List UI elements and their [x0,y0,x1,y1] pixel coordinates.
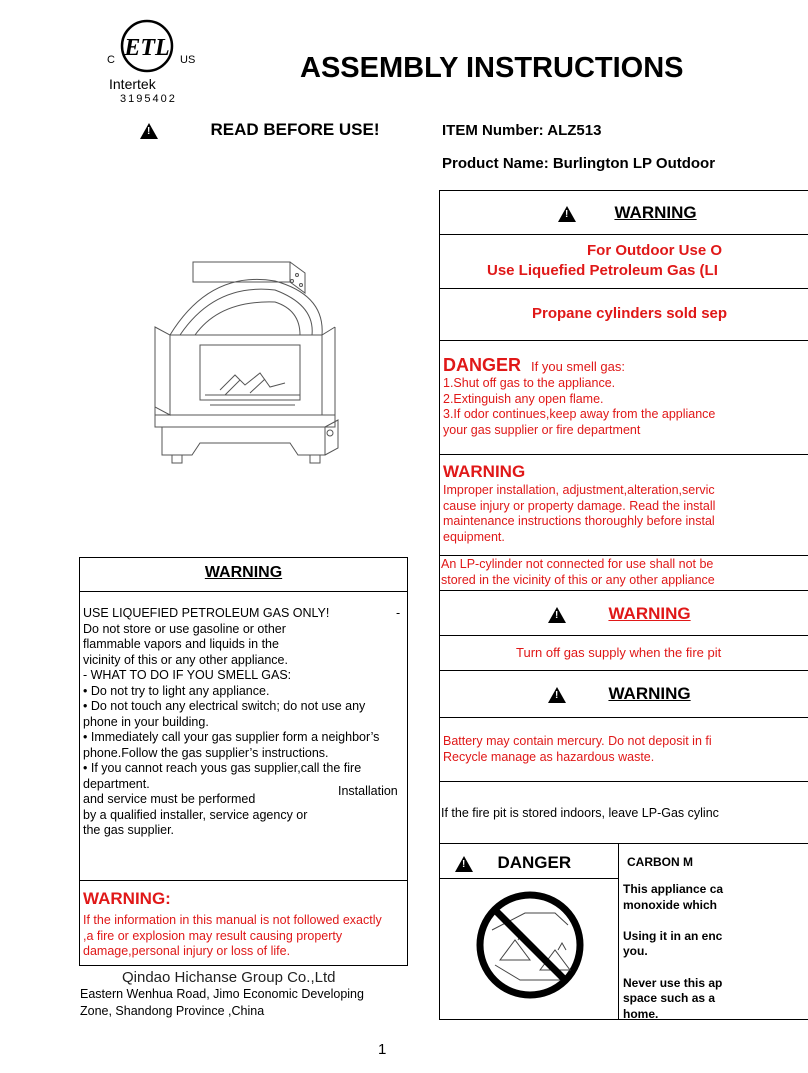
turn-off-gas: Turn off gas supply when the fire pit [516,645,722,660]
warning-triangle-icon [548,687,566,703]
carbon-monoxide-title: CARBON M [627,855,693,869]
cert-us: US [180,54,196,66]
left-warning2-title: WARNING: [83,889,171,908]
text-line: Do not store or use gasoline or other [83,621,286,636]
text-line: Battery may contain mercury. Do not deposit in fi [443,734,712,748]
page-number: 1 [378,1041,387,1058]
text-line: 3.If odor continues,keep away from the appliance [443,407,716,421]
text-line: your gas supplier or fire department [443,422,641,437]
fireplace-illustration [150,255,350,470]
text-line: damage,personal injury or loss of life. [83,944,291,958]
warning-triangle-icon [548,607,566,623]
text-line: 1.Shut off gas to the appliance. [443,376,616,390]
left-warning2-text [83,913,403,960]
company-address-1: Eastern Wenhua Road, Jimo Economic Developing [80,987,364,1001]
read-before-use: ! READ BEFORE USE! [140,120,380,140]
item-number: ITEM Number: ALZ513 [442,122,602,139]
danger-header-2: ! DANGER [455,853,571,873]
text-line: This appliance ca [623,882,724,896]
text-line: space such as a [623,991,716,1006]
text-line: the gas supplier. [83,823,175,837]
text-line: you. [623,944,648,959]
text-line: - WHAT TO DO IF YOU SMELL GAS: [83,668,292,682]
text-line: Using it in an enc [623,928,723,943]
no-indoor-use-icon [470,885,590,1005]
propane-sold-separately: Propane cylinders sold sep [532,305,728,322]
warning-triangle-icon [558,206,576,222]
text-line: • Immediately call your gas supplier form a neighbor’s [83,730,380,744]
left-warning-dash: - [396,606,401,620]
text-line: stored in the vicinity of this or any other appliance [441,572,715,587]
warning-header-1: ! WARNING [558,203,697,223]
warning-header-3: ! WARNING [548,604,691,624]
warning-triangle-icon [455,856,473,872]
left-installation: Installation [338,784,398,798]
text-line: ,a fire or explosion may result causing property [83,928,343,943]
text-line: vicinity of this or any other appliance. [83,652,288,667]
stored-indoors-text: If the fire pit is stored indoors, leave LP-Gas cylinc [441,806,719,820]
lp-cylinder-text [441,557,715,588]
danger-label: DANGER [443,355,522,375]
text-line: • If you cannot reach yous gas supplier,call the fire [83,761,362,775]
etl-logo [107,14,196,109]
outdoor-use-line-2: Use Liquefied Petroleum Gas (LI [487,262,718,279]
improper-warning-title: WARNING [443,462,526,481]
text-line: equipment. [443,529,505,544]
text-line: • Do not try to light any appliance. [83,683,270,698]
text-line: Improper installation, adjustment,alteration,servic [443,483,715,497]
text-line: Never use this ap [623,975,723,990]
page-title: ASSEMBLY INSTRUCTIONS [300,52,684,84]
text-line [623,913,723,929]
text-line: and service must be performed [83,792,256,806]
smell-gas-label: If you smell gas: [531,359,625,374]
text-line: phone in your building. [83,714,209,729]
text-line: monoxide which [623,897,718,912]
text-line: by a qualified installer, service agency or [83,807,308,822]
company-address-2: Zone, Shandong Province ,China [80,1004,265,1018]
outdoor-use-line-1: For Outdoor Use O [587,242,722,259]
battery-text [443,734,712,765]
etl-circle-icon [108,14,188,74]
text-line: department. [83,776,150,791]
cert-brand: Intertek [109,76,156,92]
text-line: cause injury or property damage. Read the install [443,498,716,513]
danger-instructions [443,376,715,438]
text-line: Recycle manage as hazardous waste. [443,749,655,764]
warning-triangle-icon [140,123,158,139]
left-warning-text [83,606,403,839]
cert-c: C [107,54,115,66]
text-line: An LP-cylinder not connected for use shall not be [441,557,714,571]
text-line: maintenance instructions thoroughly before instal [443,514,715,528]
product-name: Product Name: Burlington LP Outdoor [442,155,716,172]
text-line: flammable vapors and liquids in the [83,637,279,651]
company-name: Qindao Hichanse Group Co.,Ltd [122,969,336,986]
text-line: USE LIQUEFIED PETROLEUM GAS ONLY! [83,606,330,620]
cert-code: 3195402 [120,93,177,105]
improper-warning-text [443,483,715,545]
text-line: • Do not touch any electrical switch; do not use any [83,699,366,713]
text-line: 2.Extinguish any open flame. [443,391,604,406]
left-warning-title: WARNING [204,564,283,581]
text-line: phone.Follow the gas supplier’s instructions. [83,745,329,760]
text-line: If the information in this manual is not followed exactly [83,913,382,927]
warning-header-4: ! WARNING [548,684,691,704]
text-line: home. [623,1006,659,1021]
svg-text:ETL: ETL [124,35,170,61]
carbon-monoxide-text [623,882,723,1022]
text-line [623,960,723,976]
